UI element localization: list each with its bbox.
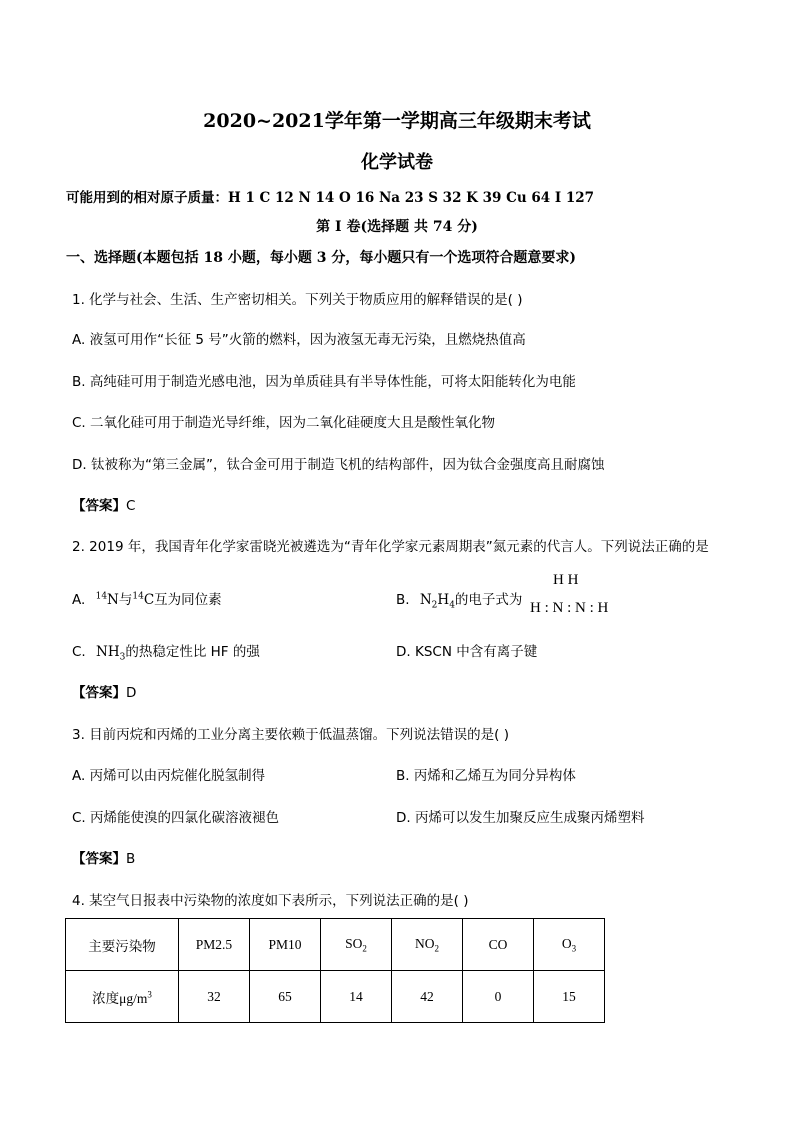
header-cell-pm10: PM10 [250, 919, 321, 971]
header-cell-pollutant: 主要污染物 [66, 919, 179, 971]
row-label-text: 浓度 [92, 990, 120, 1007]
answer-label: 【答案】 [72, 685, 126, 701]
option-text: 的热稳定性比 HF 的强 [125, 644, 260, 660]
answer-label: 【答案】 [72, 498, 126, 514]
subscript: 2 [431, 600, 438, 611]
formula: NH [96, 644, 120, 660]
option-letter: C. [72, 644, 86, 660]
option-text: 的电子式为 [454, 592, 523, 608]
mass-number: 14 [132, 591, 144, 602]
q3-option-a: A. 丙烯可以由丙烷催化脱氢制得 [72, 768, 266, 784]
part-title: 第 I 卷(选择题 共 74 分) [316, 219, 478, 235]
value-cell: 14 [321, 971, 392, 1023]
q3-option-d: D. 丙烯可以发生加聚反应生成聚丙烯塑料 [396, 810, 645, 826]
answer-value: C [126, 498, 136, 514]
atomic-mass-line: 可能用到的相对原子质量：H 1 C 12 N 14 O 16 Na 23 S 32 K 39 Cu 64 I 127 [66, 190, 595, 206]
formula: SO [345, 935, 363, 951]
answer-label: 【答案】 [72, 851, 126, 867]
answer-value: D [126, 685, 137, 701]
q1-option-d: D. 钛被称为“第三金属”，钛合金可用于制造飞机的结构部件，因为钛合金强度高且耐腐蚀 [72, 457, 605, 473]
element-symbol: H [437, 592, 450, 608]
value-cell: 15 [534, 971, 605, 1023]
row-label-cell [66, 971, 179, 1023]
answer-value: B [126, 851, 136, 867]
value-cell: 0 [463, 971, 534, 1023]
element-symbol: C [143, 592, 155, 608]
value-cell: 42 [392, 971, 463, 1023]
header-cell-pm25: PM2.5 [179, 919, 250, 971]
value-cell: 32 [179, 971, 250, 1023]
mass-number: 14 [95, 591, 108, 602]
section-title: 一、选择题(本题包括 18 小题，每小题 3 分，每小题只有一个选项符合题意要求) [66, 250, 576, 266]
header-cell-no2 [392, 919, 463, 971]
q1-option-a: A. 液氢可用作“长征 5 号”火箭的燃料，因为液氢无毒无污染，且燃烧热值高 [72, 332, 526, 348]
q1-answer [72, 494, 135, 514]
option-letter: A. [72, 592, 86, 608]
table-row [66, 971, 605, 1023]
value-cell: 65 [250, 971, 321, 1023]
option-letter: B. [396, 592, 410, 608]
q2-stem: 2. 2019 年，我国青年化学家雷晓光被遴选为“青年化学家元素周期表”氮元素的代言人。下列说法正确的是 [72, 539, 709, 555]
q1-stem: 1. 化学与社会、生活、生产密切相关。下列关于物质应用的解释错误的是( ) [72, 292, 523, 308]
superscript: 3 [147, 989, 152, 999]
q3-answer [72, 847, 135, 867]
subscript: 2 [434, 943, 439, 954]
q2-option-b [396, 588, 522, 611]
option-text: 互为同位素 [154, 592, 222, 608]
header-cell-o3 [534, 919, 605, 971]
header-cell-co: CO [463, 919, 534, 971]
q2-option-a [72, 588, 222, 608]
formula: O [561, 935, 572, 951]
q1-option-b: B. 高纯硅可用于制造光感电池，因为单质硅具有半导体性能，可将太阳能转化为电能 [72, 374, 576, 390]
electron-formula-bottom: H : N : N : H [530, 600, 609, 616]
q2-option-d: D. KSCN 中含有离子键 [396, 644, 538, 660]
q2-option-c [72, 640, 260, 663]
q1-option-c: C. 二氧化硅可用于制造光导纤维，因为二氧化硅硬度大且是酸性氧化物 [72, 415, 496, 431]
pollutant-table [65, 918, 605, 1023]
header-cell-so2 [321, 919, 392, 971]
exam-title: 2020~2021学年第一学期高三年级期末考试 [203, 110, 591, 132]
subscript: 3 [571, 943, 577, 954]
subscript: 4 [449, 600, 455, 611]
q3-option-c: C. 丙烯能使溴的四氯化碳溶液褪色 [72, 810, 280, 826]
subscript: 3 [119, 652, 126, 663]
q4-stem: 4. 某空气日报表中污染物的浓度如下表所示，下列说法正确的是( ) [72, 893, 469, 909]
element-symbol: N [419, 592, 432, 608]
row-label-unit: μg/m [119, 990, 148, 1006]
subscript: 2 [362, 943, 367, 954]
formula: NO [415, 935, 435, 951]
table-header-row [66, 919, 605, 971]
q3-option-b: B. 丙烯和乙烯互为同分异构体 [396, 768, 576, 784]
q3-stem: 3. 目前丙烷和丙烯的工业分离主要依赖于低温蒸馏。下列说法错误的是( ) [72, 727, 509, 743]
element-symbol: N [107, 592, 119, 608]
q2-answer [72, 681, 136, 701]
subject-title: 化学试卷 [361, 152, 433, 173]
connector-text: 与 [118, 592, 133, 608]
electron-formula-top: H H [553, 572, 579, 588]
